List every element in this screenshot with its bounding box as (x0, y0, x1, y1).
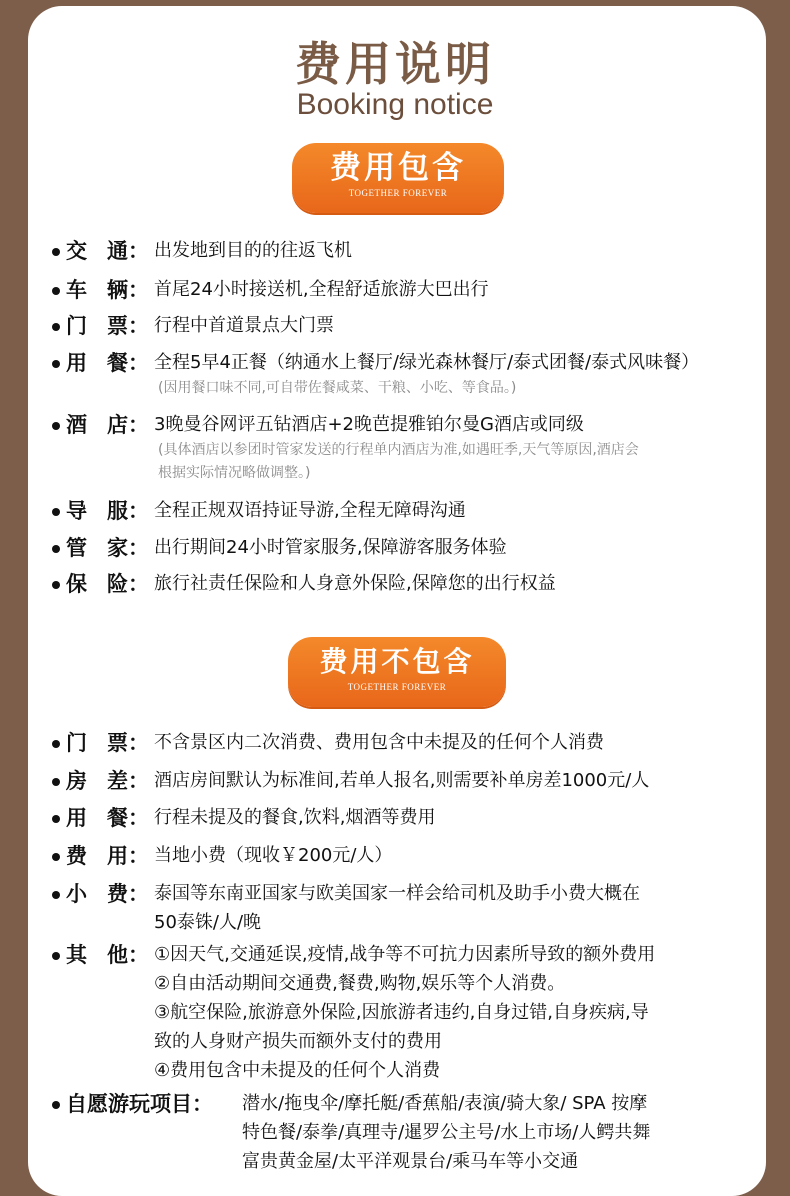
tips-line: 泰国等东南亚国家与欧美国家一样会给司机及助手小费大概在 (154, 883, 640, 904)
bullet-icon (52, 248, 60, 256)
included-item-vehicle (0, 275, 790, 305)
item-label: 导 服： (66, 499, 149, 523)
item-text: 旅行社责任保险和人身意外保险,保障您的出行权益 (154, 573, 556, 594)
item-label: 酒 店： (66, 413, 149, 437)
item-text: 出行期间24小时管家服务,保障游客服务体验 (154, 537, 507, 558)
bullet-icon (52, 1101, 60, 1109)
bullet-icon (52, 422, 60, 430)
optional-text (242, 1089, 650, 1176)
excluded-badge-tagline: TOGETHER FOREVER (347, 682, 447, 692)
other-line: ①因天气,交通延误,疫情,战争等不可抗力因素所导致的额外费用 (154, 944, 656, 965)
included-item-ticket (0, 311, 790, 341)
bullet-icon (52, 891, 60, 899)
item-label: 用 餐： (66, 806, 149, 830)
bullet-icon (52, 952, 60, 960)
other-line: ②自由活动期间交通费,餐费,购物,娱乐等个人消费。 (154, 973, 566, 994)
item-label: 门 票： (66, 314, 149, 338)
included-item-butler (0, 533, 790, 563)
item-text: 3晚曼谷网评五钻酒店+2晚芭提雅铂尔曼G酒店或同级 (154, 414, 584, 435)
bullet-icon (52, 287, 60, 295)
item-label: 费 用： (66, 844, 149, 868)
included-badge-tagline: TOGETHER FOREVER (348, 188, 448, 198)
item-label: 用 餐： (66, 351, 149, 375)
bullet-icon (52, 581, 60, 589)
included-badge (292, 143, 504, 213)
excluded-badge-label: 费用不包含 (319, 645, 475, 678)
item-label: 门 票： (66, 731, 149, 755)
bullet-icon (52, 740, 60, 748)
included-item-hotel (0, 410, 790, 440)
item-label: 保 险： (66, 572, 149, 596)
item-text: 酒店房间默认为标准间,若单人报名,则需要补单房差1000元/人 (154, 770, 650, 791)
optional-line: 潜水/拖曳伞/摩托艇/香蕉船/表演/骑大象/ SPA 按摩 (242, 1093, 648, 1114)
excluded-item-fee (0, 841, 790, 871)
hotel-note-cont: 根据实际情况略做调整。) (158, 465, 311, 481)
bullet-icon (52, 360, 60, 368)
item-label: 车 辆： (66, 278, 149, 302)
excluded-badge (288, 637, 506, 707)
item-text: 不含景区内二次消费、费用包含中未提及的任何个人消费 (154, 732, 604, 753)
item-text: 全程5早4正餐（纳通水上餐厅/绿光森林餐厅/泰式团餐/泰式风味餐） (154, 352, 700, 373)
item-text: 全程正规双语持证导游,全程无障碍沟通 (154, 500, 466, 521)
bullet-icon (52, 323, 60, 331)
bullet-icon (52, 778, 60, 786)
tips-text (154, 879, 640, 937)
item-text: 当地小费（现收￥200元/人） (154, 845, 393, 866)
optional-line: 特色餐/泰拳/真理寺/暹罗公主号/水上市场/人鳄共舞 (242, 1122, 651, 1143)
other-line: ③航空保险,旅游意外保险,因旅游者违约,自身过错,自身疾病,导 (154, 1002, 649, 1023)
item-text: 首尾24小时接送机,全程舒适旅游大巴出行 (154, 279, 489, 300)
item-label: 自愿游玩项目： (66, 1092, 213, 1116)
item-label: 其 他： (66, 943, 149, 967)
included-item-insurance (0, 569, 790, 599)
bullet-icon (52, 853, 60, 861)
excluded-item-room (0, 766, 790, 796)
meals-note: (因用餐口味不同,可自带佐餐咸菜、干粮、小吃、等食品。) (158, 380, 517, 396)
tips-line: 50泰铢/人/晚 (154, 912, 262, 933)
bullet-icon (52, 815, 60, 823)
item-text: 出发地到目的的往返飞机 (154, 240, 352, 261)
other-line: ④费用包含中未提及的任何个人消费 (154, 1060, 441, 1081)
optional-line: 富贵黄金屋/太平洋观景台/乘马车等小交通 (242, 1151, 579, 1172)
page-title: 费用说明 (295, 37, 495, 91)
included-item-guide (0, 496, 790, 526)
bullet-icon (52, 545, 60, 553)
bullet-icon (52, 508, 60, 516)
page-subtitle: Booking notice (296, 88, 494, 121)
item-text: 行程未提及的餐食,饮料,烟酒等费用 (154, 807, 436, 828)
other-text (154, 940, 655, 1085)
included-badge-label: 费用包含 (330, 150, 466, 186)
included-item-meals (0, 348, 790, 378)
excluded-item-meals (0, 803, 790, 833)
excluded-item-ticket (0, 728, 790, 758)
item-text: 行程中首道景点大门票 (154, 315, 334, 336)
hotel-note: (具体酒店以参团时管家发送的行程单内酒店为准,如遇旺季,天气等原因,酒店会 (158, 442, 639, 458)
item-label: 小 费： (66, 882, 149, 906)
other-line: 致的人身财产损失而额外支付的费用 (154, 1031, 442, 1052)
item-label: 房 差： (66, 769, 149, 793)
item-label: 交 通： (66, 239, 149, 263)
item-label: 管 家： (66, 536, 149, 560)
included-item-transport (0, 236, 790, 266)
